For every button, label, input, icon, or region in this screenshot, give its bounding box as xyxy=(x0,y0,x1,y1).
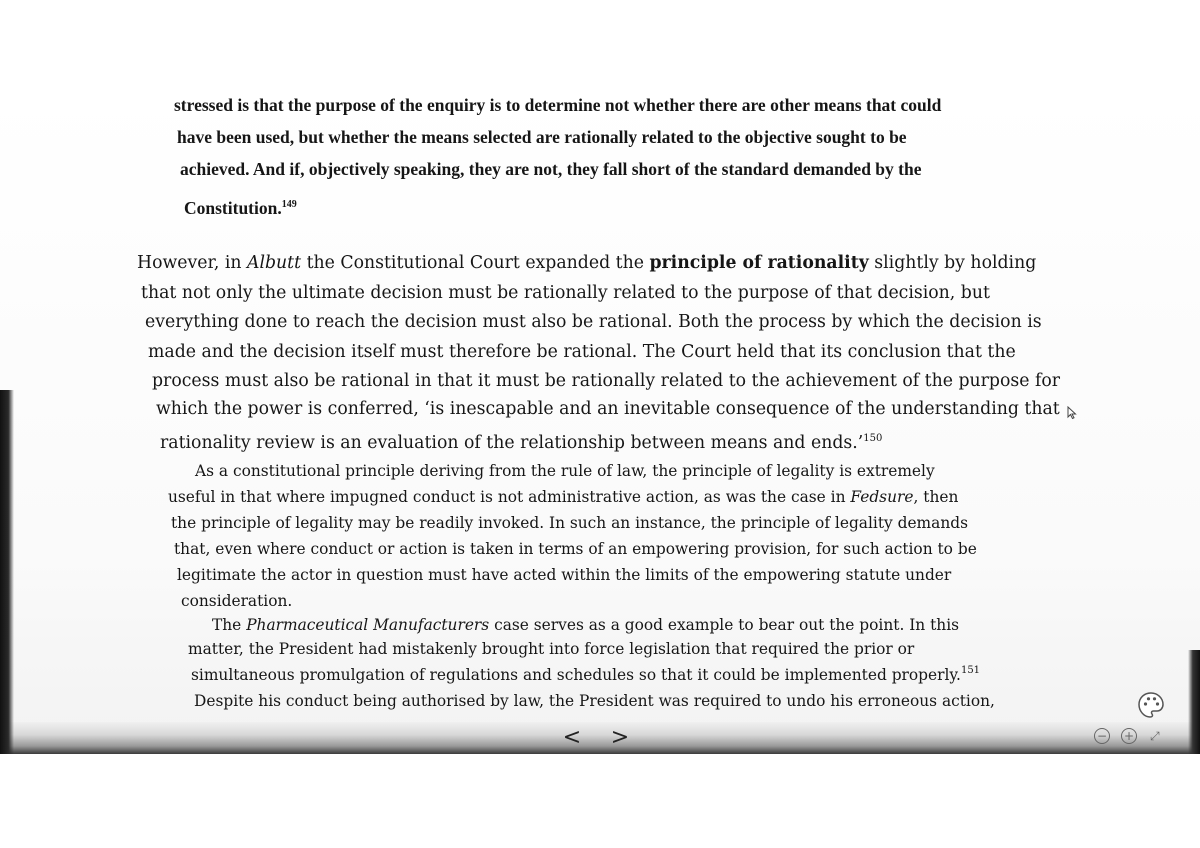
paragraph2-line-2: useful in that where impugned conduct is not administrative action, as was the case in Fedsure, then xyxy=(168,488,959,506)
screen-bezel-right xyxy=(1188,650,1200,754)
fullscreen-button[interactable] xyxy=(1150,728,1166,744)
quote-line-3: achieved. And if, objectively speaking, they are not, they fall short of the standard demanded by the xyxy=(180,159,922,179)
zoom-in-icon: + xyxy=(1123,729,1135,743)
paragraph3-line-3: simultaneous promulgation of regulations and schedules so that it could be implemented properly.$^{151}$ xyxy=(191,665,981,684)
paragraph2-line-1: As a constitutional principle deriving from the rule of law, the principle of legality is extremely xyxy=(195,462,935,480)
quote-line-1: stressed is that the purpose of the enquiry is to determine not whether there are other means that could xyxy=(174,95,942,115)
paragraph2-line-5: legitimate the actor in question must have acted within the limits of the empowering statute under xyxy=(177,566,952,584)
paragraph1-line-7: rationality review is an evaluation of the relationship between means and ends.’$^{150}$ xyxy=(160,433,883,453)
paragraph2-line-4: that, even where conduct or action is taken in terms of an empowering provision, for such action to be xyxy=(174,540,977,558)
navigation-bar xyxy=(0,722,1200,754)
paragraph3-line-1: The Pharmaceutical Manufacturers case serves as a good example to bear out the point. In this xyxy=(212,616,960,634)
paragraph1-line-4: made and the decision itself must therefore be rational. The Court held that its conclusion that the xyxy=(148,342,1016,362)
zoom-out-icon: − xyxy=(1096,729,1108,743)
paragraph1-line-6: which the power is conferred, ‘is inescapable and an inevitable consequence of the understanding that xyxy=(156,399,1060,419)
chevron-left-icon: < xyxy=(562,724,582,750)
quote-line-2: have been used, but whether the means selected are rationally related to the objective sought to be xyxy=(177,127,907,147)
case-name-fedsure: Fedsure xyxy=(850,488,914,506)
screen-bezel-left xyxy=(0,390,14,754)
zoom-in-button[interactable] xyxy=(1121,728,1137,744)
paragraph3-line-2: matter, the President had mistakenly brought into force legislation that required the prior or xyxy=(188,640,915,658)
document-viewer xyxy=(0,90,1200,754)
prev-page-button[interactable] xyxy=(559,724,585,750)
zoom-out-button[interactable] xyxy=(1094,728,1110,744)
case-name-albutt: Albutt xyxy=(246,253,302,273)
footnote-ref-149[interactable]: 149 xyxy=(281,199,297,210)
paragraph2-line-3: the principle of legality may be readily invoked. In such an instance, the principle of legality demands xyxy=(171,514,968,532)
next-page-button[interactable] xyxy=(607,724,633,750)
paragraph2-line-6: consideration. xyxy=(181,592,293,610)
paragraph1-line-5: process must also be rational in that it must be rationally related to the achievement of the purpose for xyxy=(152,371,1061,391)
quote-line-4: Constitution.$^{149}$ xyxy=(184,198,297,218)
footnote-ref-150[interactable]: 150 xyxy=(863,433,883,444)
key-term: principle of rationality xyxy=(649,253,869,273)
footnote-ref-151[interactable]: 151 xyxy=(960,665,981,676)
chevron-right-icon: > xyxy=(610,724,630,750)
paragraph1-line-2: that not only the ultimate decision must be rationally related to the purpose of that decision, but xyxy=(141,283,990,303)
palette-icon[interactable] xyxy=(1136,690,1166,720)
case-name-pharmaceutical: Pharmaceutical Manufacturers xyxy=(246,616,490,634)
paragraph1-line-1: However, in Albutt the Constitutional Court expanded the principle of rationality slightly by holding xyxy=(137,253,1037,273)
paragraph3-line-4: Despite his conduct being authorised by law, the President was required to undo his erroneous action, xyxy=(194,692,995,710)
expand-icon: ⤢ xyxy=(1150,729,1160,743)
cursor-icon xyxy=(1066,406,1078,420)
paragraph1-line-3: everything done to reach the decision must also be rational. Both the process by which the decision is xyxy=(145,312,1042,332)
